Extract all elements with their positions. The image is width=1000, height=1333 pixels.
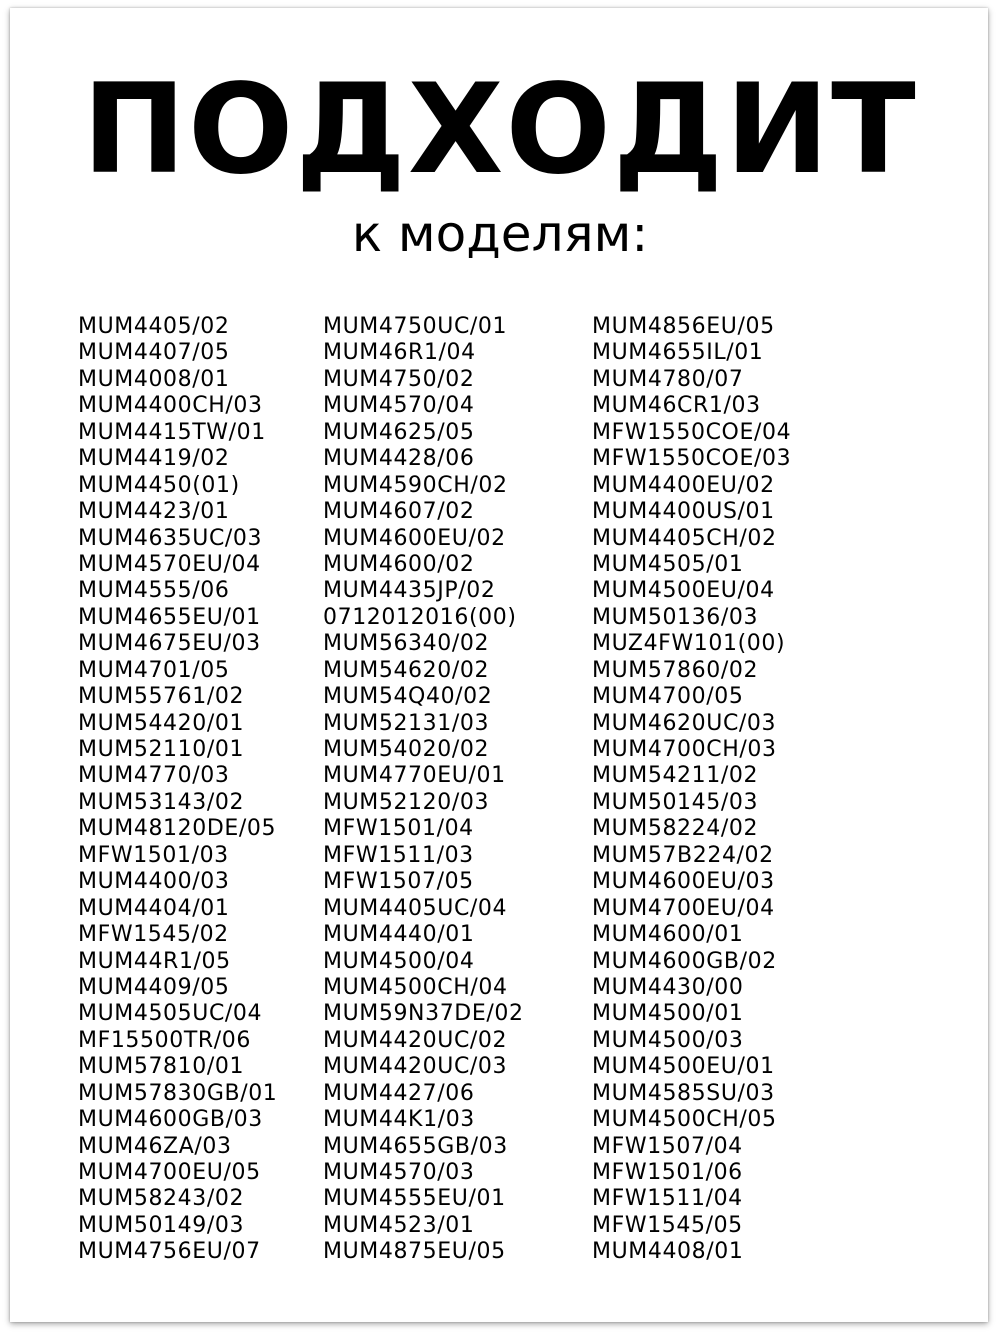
model-list-item: MUM53143/02: [78, 789, 245, 815]
model-list-item: MFW1507/04: [592, 1133, 743, 1159]
model-list-item: MUM4655EU/01: [78, 604, 261, 630]
model-list-item: MUM55761/02: [78, 684, 245, 710]
model-list-item: MUM4409/05: [78, 974, 230, 1000]
model-list-item: MUM4875EU/05: [323, 1239, 506, 1265]
page-subtitle: к моделям:: [351, 205, 649, 263]
model-list-column-1: [78, 314, 277, 1266]
model-list-item: MUM52110/01: [78, 737, 245, 762]
model-list-item: MUM4635UC/03: [78, 525, 263, 551]
model-list-item: MFW1501/03: [78, 842, 229, 868]
model-list-item: MUM4700EU/04: [592, 895, 775, 921]
model-list-item: MUM4655GB/03: [323, 1133, 508, 1159]
model-list-item: MFW1511/04: [592, 1186, 743, 1212]
model-list-item: MUM4430/00: [592, 974, 744, 1000]
model-list-item: MUM46R1/04: [323, 340, 476, 366]
model-list-item: MUM52131/03: [323, 710, 490, 736]
model-list-item: MUM4570/04: [323, 393, 475, 419]
model-list-item: MUM4008/01: [78, 366, 230, 392]
model-list-item: MUM46CR1/03: [592, 393, 761, 419]
model-list-item: MUM4600/01: [592, 922, 744, 948]
model-list-item: MUM54211/02: [592, 763, 759, 789]
model-list-item: MUM4756EU/07: [78, 1239, 261, 1265]
model-list-item: MFW1550COE/03: [592, 446, 792, 472]
model-list-item: MUZ4FW101(00): [592, 631, 786, 657]
model-list-item: MUM4700CH/03: [592, 737, 777, 762]
model-list-item: MUM4500EU/01: [592, 1054, 775, 1080]
model-list-item: MUM4404/01: [78, 895, 230, 921]
model-list-item: MUM4420UC/02: [323, 1027, 508, 1053]
model-list-item: MFW1507/05: [323, 869, 474, 895]
model-list-item: MUM54620/02: [323, 657, 490, 683]
model-list-item: MUM4450(01): [78, 472, 240, 498]
model-list-item: MUM4405/02: [78, 314, 230, 339]
model-list-item: MUM4428/06: [323, 446, 475, 472]
model-list-item: MUM57810/01: [78, 1054, 245, 1080]
model-list-item: MUM4427/06: [323, 1080, 475, 1106]
page-title: ПОДХОДИТ: [82, 58, 918, 202]
model-list-item: MUM4420UC/03: [323, 1054, 508, 1080]
model-list-item: MUM4590CH/02: [323, 472, 508, 498]
model-list-item: MUM46ZA/03: [78, 1133, 232, 1159]
model-list-item: MUM48120DE/05: [78, 816, 277, 842]
model-list-item: MUM4600EU/02: [323, 525, 506, 551]
model-list-item: MFW1550COE/04: [592, 419, 792, 445]
model-list-item: MUM54020/02: [323, 737, 490, 762]
model-list-item: MUM57860/02: [592, 657, 759, 683]
model-list-item: MUM4600/02: [323, 551, 475, 577]
model-list-item: MFW1545/05: [592, 1212, 743, 1238]
model-list-item: MUM4505/01: [592, 551, 744, 577]
model-list-item: MUM57B224/02: [592, 842, 774, 868]
model-list-item: MUM4555EU/01: [323, 1186, 506, 1212]
model-list-item: MUM4423/01: [78, 499, 230, 525]
model-list-item: MUM4408/01: [592, 1239, 744, 1265]
model-list-item: 0712012016(00): [323, 604, 517, 630]
model-list-item: MUM4400US/01: [592, 499, 775, 525]
model-list-item: MUM4505UC/04: [78, 1001, 263, 1027]
model-list-item: MUM4675EU/03: [78, 631, 261, 657]
model-list-item: MFW1511/03: [323, 842, 474, 868]
model-list-item: MUM57830GB/01: [78, 1080, 278, 1106]
model-list-item: MUM4405UC/04: [323, 895, 508, 921]
model-list-item: MUM4500/01: [592, 1001, 744, 1027]
model-list-item: MUM4500/04: [323, 948, 475, 974]
model-list-item: MUM4500/03: [592, 1027, 744, 1053]
model-list-item: MFW1501/04: [323, 816, 474, 842]
model-list-item: MUM58243/02: [78, 1186, 245, 1212]
model-list-item: MUM59N37DE/02: [323, 1001, 524, 1027]
model-list-item: MUM4620UC/03: [592, 710, 777, 736]
model-list-item: MUM4856EU/05: [592, 314, 775, 339]
model-list-item: MUM4440/01: [323, 922, 475, 948]
model-list-item: MUM4625/05: [323, 419, 475, 445]
model-list-item: MUM4750UC/01: [323, 314, 508, 339]
model-list-item: MUM4435JP/02: [323, 578, 496, 604]
model-list-item: MUM54Q40/02: [323, 684, 493, 710]
model-list-item: MUM4570/03: [323, 1160, 475, 1185]
model-list-item: MUM4770EU/01: [323, 763, 506, 789]
model-list-column-2: [323, 314, 524, 1266]
model-list-item: MUM4415TW/01: [78, 419, 266, 445]
model-list-item: MUM4607/02: [323, 499, 475, 525]
model-list-item: MUM4405CH/02: [592, 525, 777, 551]
model-list-item: MF15500TR/06: [78, 1027, 251, 1053]
model-list-item: MUM4500CH/05: [592, 1107, 777, 1133]
model-list-item: MUM4750/02: [323, 366, 475, 392]
model-list-item: MUM56340/02: [323, 631, 490, 657]
model-list-item: MUM4570EU/04: [78, 551, 261, 577]
model-list-item: MUM50149/03: [78, 1212, 245, 1238]
model-list-item: MUM52120/03: [323, 789, 490, 815]
model-list-item: MUM4770/03: [78, 763, 230, 789]
model-list-item: MUM50145/03: [592, 789, 759, 815]
model-list-item: MUM4585SU/03: [592, 1080, 775, 1106]
model-list-item: MUM4700/05: [592, 684, 744, 710]
model-list-item: MUM4780/07: [592, 366, 744, 392]
model-list-item: MUM4555/06: [78, 578, 230, 604]
model-list-item: MUM4419/02: [78, 446, 230, 472]
model-list-item: MFW1545/02: [78, 922, 229, 948]
model-list-item: MUM4407/05: [78, 340, 230, 366]
model-list-item: MUM4400CH/03: [78, 393, 263, 419]
model-list-item: MUM4400/03: [78, 869, 230, 895]
model-list-item: MUM50136/03: [592, 604, 759, 630]
model-list-item: MUM4600EU/03: [592, 869, 775, 895]
model-list-item: MUM4700EU/05: [78, 1160, 261, 1185]
model-list-item: MUM4600GB/03: [78, 1107, 263, 1133]
model-list-item: MUM4500EU/04: [592, 578, 775, 604]
model-list-item: MUM4523/01: [323, 1212, 475, 1238]
model-list-item: MUM44R1/05: [78, 948, 231, 974]
model-list-item: MUM4655IL/01: [592, 340, 764, 366]
model-list-item: MUM58224/02: [592, 816, 759, 842]
model-list-item: MUM4600GB/02: [592, 948, 777, 974]
model-list-item: MUM4701/05: [78, 657, 230, 683]
model-list-item: MUM4500CH/04: [323, 974, 508, 1000]
model-list-item: MUM54420/01: [78, 710, 245, 736]
model-list-item: MUM4400EU/02: [592, 472, 775, 498]
model-list-item: MUM44K1/03: [323, 1107, 475, 1133]
model-list-column-3: [592, 314, 791, 1266]
model-list-item: MFW1501/06: [592, 1160, 743, 1185]
